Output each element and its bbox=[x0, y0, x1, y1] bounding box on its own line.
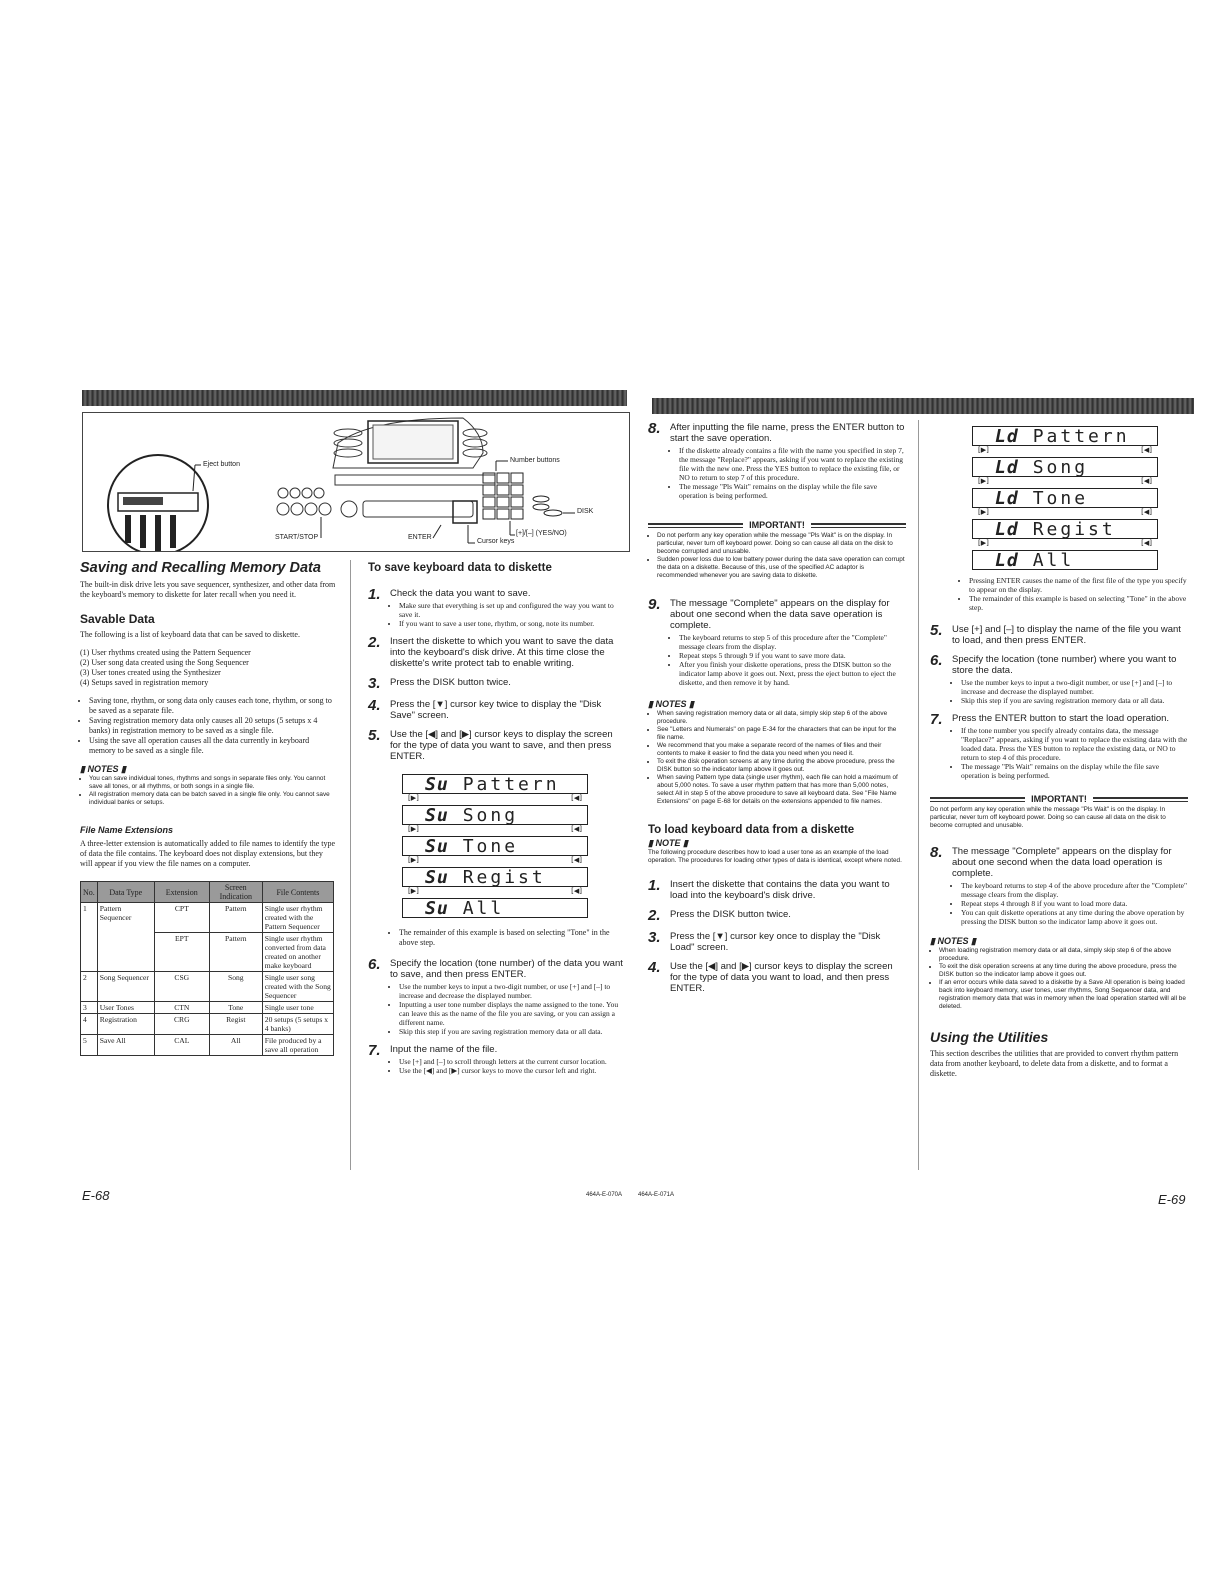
important-heading bbox=[930, 794, 1188, 804]
list-item: • Use [+] and [–] to scroll through letters at the current cursor location. bbox=[399, 1057, 607, 1066]
savable-list bbox=[80, 648, 336, 688]
step-text: Check the data you want to save. bbox=[390, 588, 531, 599]
list-item: • When saving registration memory data or all data, simply skip step 6 of the above procedure. bbox=[657, 710, 906, 726]
table-cell: CSG bbox=[154, 972, 209, 1002]
code-left: 464A-E-070A bbox=[586, 1192, 623, 1198]
divider bbox=[648, 523, 743, 528]
load-note: The following procedure describes how to load a user tone as an example of the load operation. The procedures for loading other types of data is identical, except where noted. bbox=[648, 849, 902, 864]
lcd-screen bbox=[402, 836, 588, 856]
lcd-screen bbox=[972, 519, 1158, 539]
list-item: • Inputting a user tone number displays the name assigned to the tone. You can leave this as the name of the file you are saving, or you can assign a different name. bbox=[399, 1000, 626, 1027]
list-item: • After you finish your diskette operations, press the DISK button so the indicator lamp above it goes out. Next, press the eject button to eject the diskette, and then remove it by hand. bbox=[679, 660, 906, 687]
table-cell: Pattern Sequencer bbox=[97, 903, 154, 972]
table-cell: All bbox=[209, 1035, 262, 1056]
yesno-label: [+]/[–] (YES/NO) bbox=[516, 530, 567, 537]
lcd-prefix: Su bbox=[425, 773, 449, 795]
lcd-screen bbox=[972, 457, 1158, 477]
step-bullets bbox=[670, 633, 906, 687]
table-cell: File produced by a save all operation bbox=[262, 1035, 333, 1056]
column-divider bbox=[918, 420, 919, 1170]
notes-heading: ▮ NOTES ▮ bbox=[930, 936, 976, 946]
load-step-2 bbox=[648, 909, 906, 923]
table-cell: 1 bbox=[81, 903, 98, 972]
lcd-screen bbox=[402, 774, 588, 794]
step-text: Insert the diskette that contains the data you want to load into the keyboard's disk drive. bbox=[670, 879, 890, 901]
cursor-row bbox=[972, 446, 1158, 457]
important-heading bbox=[648, 520, 906, 530]
step-number: 3. bbox=[648, 929, 661, 946]
keyboard-diagram bbox=[82, 412, 630, 552]
step-text: Press the [▼] cursor key twice to display the "Disk Save" screen. bbox=[390, 699, 602, 721]
save-steps bbox=[368, 588, 626, 762]
step-number: 5. bbox=[368, 727, 381, 744]
step-text: The message "Complete" appears on the display for about one second when the data save operation is complete. bbox=[670, 598, 890, 631]
table-cell: Tone bbox=[209, 1002, 262, 1014]
right-header-band bbox=[652, 398, 1194, 414]
page-number-right: E-69 bbox=[1158, 1192, 1186, 1207]
list-item: (2) User song data created using the Song Sequencer bbox=[80, 658, 249, 667]
important-list bbox=[648, 532, 906, 580]
step-text: Input the name of the file. bbox=[390, 1044, 498, 1055]
cursor-left-key: [◀] bbox=[571, 794, 582, 802]
step-number: 4. bbox=[368, 697, 381, 714]
load-step-7 bbox=[930, 713, 1188, 780]
cursor-row bbox=[402, 887, 588, 898]
table-cell: 20 setups (5 setups x 4 banks) bbox=[262, 1014, 333, 1035]
enter-label: ENTER bbox=[408, 534, 432, 541]
list-item: • See "Letters and Numerals" on page E-34 for the characters that can be input for the file name. bbox=[657, 726, 906, 742]
notes-heading-text: NOTES bbox=[937, 936, 969, 946]
step-text-block bbox=[670, 598, 906, 687]
load-step-6 bbox=[930, 654, 1188, 705]
table-cell: CPT bbox=[154, 903, 209, 933]
step-text: Use [+] and [–] to display the name of the file you want to load, and then press ENTER. bbox=[952, 624, 1181, 646]
table-cell: Single user rhythm created with the Pattern Sequencer bbox=[262, 903, 333, 933]
list-item: • The message "Pls Wait" remains on the display while the file save operation is being performed. bbox=[961, 762, 1188, 780]
step-number: 3. bbox=[368, 675, 381, 692]
lcd-prefix: Ld bbox=[995, 487, 1019, 509]
table-cell: Pattern bbox=[209, 903, 262, 933]
important-label: IMPORTANT! bbox=[749, 520, 805, 530]
step-3 bbox=[368, 677, 626, 691]
list-item: • When loading registration memory data or all data, simply skip step 6 of the above procedure. bbox=[939, 947, 1188, 963]
lcd-screen bbox=[972, 426, 1158, 446]
list-item: (3) User tones created using the Synthesizer bbox=[80, 668, 221, 677]
step-text-block bbox=[390, 588, 626, 628]
table-cell: 2 bbox=[81, 972, 98, 1002]
ext-text: A three-letter extension is automatically added to file names to identify the type of data the file contains. The keyboard does not display extensions, but they will appear if you view the file names on a computer. bbox=[80, 839, 336, 868]
utilities-heading: Using the Utilities bbox=[930, 1029, 1049, 1045]
list-item: • You can save individual tones, rhythms and songs in separate files only. You cannot save all tones, or all rhythms, or both songs in a single file. bbox=[89, 775, 336, 791]
note-heading-text: NOTE bbox=[655, 838, 681, 848]
load-step-8 bbox=[930, 846, 1188, 926]
step-text: Press the DISK button twice. bbox=[670, 909, 791, 920]
step-text-block bbox=[390, 958, 626, 1036]
table-cell: Single user song created with the Song Sequencer bbox=[262, 972, 333, 1002]
table-cell: 4 bbox=[81, 1014, 98, 1035]
table-cell: 3 bbox=[81, 1002, 98, 1014]
cursor-left-key: [◀] bbox=[1141, 446, 1152, 454]
step-number: 6. bbox=[930, 652, 943, 669]
step-2 bbox=[368, 636, 626, 669]
step-5 bbox=[368, 729, 626, 762]
step-text: Press the ENTER button to start the load operation. bbox=[952, 713, 1170, 724]
notes-heading: ▮ NOTES ▮ bbox=[648, 699, 694, 709]
step-bullets bbox=[390, 601, 626, 628]
list-item: • Use the [◀] and [▶] cursor keys to move the cursor left and right. bbox=[399, 1066, 607, 1075]
load-step-3 bbox=[648, 931, 906, 953]
lcd-prefix: Su bbox=[425, 897, 449, 919]
table-header-row bbox=[81, 882, 334, 903]
lcd-prefix: Su bbox=[425, 866, 449, 888]
step-text: Press the [▼] cursor key once to display the "Disk Load" screen. bbox=[670, 931, 881, 953]
step-number: 4. bbox=[648, 959, 661, 976]
list-item: • The remainder of this example is based on selecting "Tone" in the above step. bbox=[969, 594, 1188, 612]
step-bullets bbox=[670, 446, 906, 500]
important-label: IMPORTANT! bbox=[1031, 794, 1087, 804]
cursor-right-key: [▶] bbox=[408, 887, 419, 895]
save-heading: To save keyboard data to diskette bbox=[368, 562, 552, 574]
lcd-screen bbox=[402, 898, 588, 918]
list-item: • Pressing ENTER causes the name of the first file of the type you specify to appear on the display. bbox=[969, 576, 1188, 594]
list-item: • All registration memory data can be batch saved in a single file only. You cannot save individual banks or setups. bbox=[89, 791, 336, 807]
table-cell: EPT bbox=[154, 933, 209, 972]
list-item: • If the diskette already contains a file with the name you specified in step 7, the message "Replace?" appears, asking if you want to replace the existing file with the new one. Press the YES button to replace the existing file, or NO to return to step 7 of this procedure. bbox=[679, 446, 906, 482]
cursor-left-key: [◀] bbox=[1141, 477, 1152, 485]
table-cell: Song Sequencer bbox=[97, 972, 154, 1002]
lcd-screen bbox=[972, 488, 1158, 508]
list-item: • Use the number keys to input a two-digit number, or use [+] and [–] to increase and decrease the displayed number. bbox=[961, 678, 1188, 696]
step-text-block bbox=[952, 846, 1188, 926]
divider bbox=[930, 797, 1025, 802]
page-title: Saving and Recalling Memory Data bbox=[80, 560, 321, 576]
cursor-row bbox=[972, 539, 1158, 550]
list-item: • Saving tone, rhythm, or song data only causes each tone, rhythm, or song to be saved as a separate file. bbox=[89, 696, 336, 716]
list-item: • To exit the disk operation screens at any time during the above procedure, press the DISK button so the indicator lamp above it goes out. bbox=[657, 758, 906, 774]
cursor-right-key: [▶] bbox=[408, 856, 419, 864]
step-1 bbox=[368, 588, 626, 628]
notes-heading-text: NOTES bbox=[87, 764, 119, 774]
eject-label: Eject button bbox=[203, 461, 240, 468]
list-item: • Make sure that everything is set up and configured the way you want to save it. bbox=[399, 601, 626, 619]
column-header: Data Type bbox=[97, 882, 154, 903]
cursor-right-key: [▶] bbox=[978, 539, 989, 547]
table-row bbox=[81, 1035, 334, 1056]
list-item: (1) User rhythms created using the Pattern Sequencer bbox=[80, 648, 251, 657]
lcd-text: Tone bbox=[1032, 487, 1089, 509]
step-text: After inputting the file name, press the ENTER button to start the save operation. bbox=[670, 422, 905, 444]
list-item: • If the tone number you specify already contains data, the message "Replace?" appears, asking if you want to replace the existing data with the loaded data. Press the YES button to replace the existing data, or NO to return to step 4 of this procedure. bbox=[961, 726, 1188, 762]
lcd-text: Song bbox=[462, 804, 519, 826]
load-step-5 bbox=[930, 624, 1188, 646]
notes-heading: ▮ NOTES ▮ bbox=[80, 764, 126, 774]
save-lcd-screens bbox=[402, 774, 588, 918]
list-item: • The remainder of this example is based on selecting "Tone" in the above step. bbox=[399, 928, 626, 948]
step-number: 1. bbox=[648, 877, 661, 894]
table-cell: Registration bbox=[97, 1014, 154, 1035]
lcd-text: All bbox=[462, 897, 505, 919]
step-number: 1. bbox=[368, 586, 381, 603]
lcd-prefix: Ld bbox=[995, 518, 1019, 540]
step-8 bbox=[648, 422, 906, 500]
table-cell: Regist bbox=[209, 1014, 262, 1035]
notes-list bbox=[930, 947, 1188, 1011]
table-row bbox=[81, 1014, 334, 1035]
table-cell: CTN bbox=[154, 1002, 209, 1014]
list-item: • Repeat steps 5 through 9 if you want to save more data. bbox=[679, 651, 906, 660]
left-header-band bbox=[82, 390, 627, 406]
step-number: 5. bbox=[930, 622, 943, 639]
table-cell: User Tones bbox=[97, 1002, 154, 1014]
lcd-text: Pattern bbox=[462, 773, 560, 795]
cursor-left-key: [◀] bbox=[571, 856, 582, 864]
step-number: 2. bbox=[648, 907, 661, 924]
list-item: • Skip this step if you are saving registration memory data or all data. bbox=[399, 1027, 626, 1036]
table-cell: CAL bbox=[154, 1035, 209, 1056]
left-column bbox=[80, 560, 336, 1056]
disk-label: DISK bbox=[577, 508, 594, 515]
step-text-block bbox=[952, 713, 1188, 780]
step-number: 8. bbox=[930, 844, 943, 861]
notes-list bbox=[80, 775, 336, 807]
table-cell: 5 bbox=[81, 1035, 98, 1056]
table-row bbox=[81, 903, 334, 933]
column-header: Screen Indication bbox=[209, 882, 262, 903]
number-label: Number buttons bbox=[510, 457, 560, 464]
cursor-row bbox=[402, 856, 588, 867]
cursor-label: Cursor keys bbox=[477, 538, 515, 545]
step-number: 8. bbox=[648, 420, 661, 437]
step-bullets bbox=[390, 1057, 607, 1075]
column-divider bbox=[350, 560, 351, 1170]
step-number: 6. bbox=[368, 956, 381, 973]
save-steps-2 bbox=[368, 958, 626, 1075]
step-number: 7. bbox=[930, 711, 943, 728]
step-text-block bbox=[952, 654, 1188, 705]
file-table bbox=[80, 881, 334, 1056]
lcd-text: Regist bbox=[1032, 518, 1116, 540]
column-header: No. bbox=[81, 882, 98, 903]
step-text: Specify the location (tone number) of the data you want to save, and then press ENTER. bbox=[390, 958, 623, 980]
cursor-right-key: [▶] bbox=[408, 825, 419, 833]
lcd-prefix: Ld bbox=[995, 425, 1019, 447]
list-item: • Repeat steps 4 through 8 if you want to load more data. bbox=[961, 899, 1188, 908]
step-text: Use the [◀] and [▶] cursor keys to display the screen for the type of data you want to save, and then press ENTER. bbox=[390, 729, 613, 762]
lcd-text: Pattern bbox=[1032, 425, 1130, 447]
table-cell: Pattern bbox=[209, 933, 262, 972]
load-step-1 bbox=[648, 879, 906, 901]
lcd-prefix: Su bbox=[425, 835, 449, 857]
ext-heading: File Name Extensions bbox=[80, 825, 174, 835]
list-item: • Using the save all operation causes all the data currently in keyboard memory to be saved as a single file. bbox=[89, 736, 336, 756]
step-bullets bbox=[952, 726, 1188, 780]
lcd-prefix: Ld bbox=[995, 456, 1019, 478]
savable-bullets bbox=[80, 696, 336, 756]
list-item: • Saving registration memory data only causes all 20 setups (5 setups x 4 banks) in registration memory to be saved as a single file. bbox=[89, 716, 336, 736]
cursor-right-key: [▶] bbox=[978, 508, 989, 516]
step-text: Insert the diskette to which you want to save the data into the keyboard's disk drive. At this time close the diskette's write protect tab to enable writing. bbox=[390, 636, 614, 669]
lcd-bullets bbox=[960, 576, 1188, 612]
step-bullets bbox=[952, 881, 1188, 926]
cursor-left-key: [◀] bbox=[1141, 508, 1152, 516]
step-7 bbox=[368, 1044, 626, 1075]
divider bbox=[1093, 797, 1188, 802]
load-step-4 bbox=[648, 961, 906, 994]
lcd-text: Song bbox=[1032, 456, 1089, 478]
step-text: The message "Complete" appears on the display for about one second when the data load operation is complete. bbox=[952, 846, 1172, 879]
lcd-text: Tone bbox=[462, 835, 519, 857]
lcd-screen bbox=[402, 867, 588, 887]
cursor-row bbox=[402, 825, 588, 836]
table-cell: Single user tone bbox=[262, 1002, 333, 1014]
code-right: 464A-E-071A bbox=[638, 1192, 675, 1198]
cursor-left-key: [◀] bbox=[571, 825, 582, 833]
lcd-screen bbox=[402, 805, 588, 825]
column-header: Extension bbox=[154, 882, 209, 903]
list-item: • We recommend that you make a separate record of the names of files and their contents to make it easier to find the data you need when you need it. bbox=[657, 742, 906, 758]
list-item: • Use the number keys to input a two-digit number, or use [+] and [–] to increase and decrease the displayed number. bbox=[399, 982, 626, 1000]
list-item: • The message "Pls Wait" remains on the display while the file save operation is being performed. bbox=[679, 482, 906, 500]
step-number: 7. bbox=[368, 1042, 381, 1059]
list-item: • The keyboard returns to step 4 of the above procedure after the "Complete" message clears from the display. bbox=[961, 881, 1188, 899]
list-item: • Sudden power loss due to low battery power during the data save operation can corrupt the data on a diskette. Because of this, use of the specified AC adaptor is recommended whenever you are saving data to diskette. bbox=[657, 556, 906, 580]
cursor-right-key: [▶] bbox=[978, 446, 989, 454]
list-item: • If you want to save a user tone, rhythm, or song, note its number. bbox=[399, 619, 626, 628]
notes-heading-text: NOTES bbox=[655, 699, 687, 709]
utilities-text: This section describes the utilities that are provided to convert rhythm pattern data from another keyboard, to delete data from a diskette, and to format a diskette. bbox=[930, 1049, 1179, 1078]
divider bbox=[811, 523, 906, 528]
note-heading: ▮ NOTE ▮ bbox=[648, 838, 688, 848]
table-cell: Save All bbox=[97, 1035, 154, 1056]
cursor-right-key: [▶] bbox=[408, 794, 419, 802]
step-4 bbox=[368, 699, 626, 721]
load-lcd-screens bbox=[972, 426, 1158, 570]
right-middle-column bbox=[648, 422, 906, 994]
step-6 bbox=[368, 958, 626, 1036]
step-9 bbox=[648, 598, 906, 687]
load-heading: To load keyboard data from a diskette bbox=[648, 824, 855, 836]
step-text: Use the [◀] and [▶] cursor keys to display the screen for the type of data you want to load, and then press ENTER. bbox=[670, 961, 893, 994]
lcd-note bbox=[390, 928, 626, 948]
page-number-left: E-68 bbox=[82, 1188, 110, 1203]
important-text: Do not perform any key operation while the message "Pls Wait" is on the display. In particular, never turn off keyboard power. Doing so can cause all data on the disk to become corrupted and unusable. bbox=[930, 806, 1166, 829]
load-steps bbox=[648, 879, 906, 994]
step-bullets bbox=[952, 678, 1188, 705]
cursor-row bbox=[402, 794, 588, 805]
list-item: • To exit the disk operation screens at any time during the above procedure, press the DISK button so the indicator lamp above it goes out. bbox=[939, 963, 1188, 979]
savable-heading: Savable Data bbox=[80, 612, 155, 626]
step-text-block bbox=[390, 1044, 607, 1075]
table-cell: CRG bbox=[154, 1014, 209, 1035]
lcd-text: Regist bbox=[462, 866, 546, 888]
table-cell: Song bbox=[209, 972, 262, 1002]
right-column bbox=[930, 426, 1188, 1079]
cursor-row bbox=[972, 477, 1158, 488]
list-item: • Do not perform any key operation while the message "Pls Wait" is on the display. In particular, never turn off keyboard power. Doing so can cause all data on the disk to become corrupted and unusable. bbox=[657, 532, 906, 556]
step-number: 2. bbox=[368, 634, 381, 651]
list-item: • If an error occurs while data saved to a diskette by a Save All operation is being loaded back into keyboard memory, user tones, user rhythms, Song Sequencer data, and registration memory data that was in memory when the load operation started will all be deleted. bbox=[939, 979, 1188, 1011]
list-item: • When saving Pattern type data (single user rhythm), each file can hold a maximum of about 5,000 notes. To save a user rhythm pattern that has more than 5,000 notes, select All in step 5 of the above procedure to save all keyboard data. See "File Name Extensions" on page E-68 for details on the extensions appended to file names. bbox=[657, 774, 906, 806]
step-number: 9. bbox=[648, 596, 661, 613]
notes-list bbox=[648, 710, 906, 806]
cursor-right-key: [▶] bbox=[978, 477, 989, 485]
table-row bbox=[81, 972, 334, 1002]
intro-text: The built-in disk drive lets you save sequencer, synthesizer, and other data from the keyboard's memory to diskette for later recall when you need it. bbox=[80, 580, 336, 599]
savable-intro: The following is a list of keyboard data that can be saved to diskette. bbox=[80, 630, 300, 639]
lcd-prefix: Ld bbox=[995, 549, 1019, 571]
table-row bbox=[81, 1002, 334, 1014]
cursor-left-key: [◀] bbox=[1141, 539, 1152, 547]
list-item: • You can quit diskette operations at any time during the above operation by pressing the DISK button so the indicator lamp above it goes out. bbox=[961, 908, 1188, 926]
load-steps-2 bbox=[930, 624, 1188, 780]
list-item: • Skip this step if you are saving registration memory data or all data. bbox=[961, 696, 1188, 705]
column-header: File Contents bbox=[262, 882, 333, 903]
step-text: Specify the location (tone number) where you want to store the data. bbox=[952, 654, 1177, 676]
cursor-left-key: [◀] bbox=[571, 887, 582, 895]
lcd-text: All bbox=[1032, 549, 1075, 571]
step-text: Press the DISK button twice. bbox=[390, 677, 511, 688]
table-cell: Single user rhythm converted from data created on another make keyboard bbox=[262, 933, 333, 972]
list-item: (4) Setups saved in registration memory bbox=[80, 678, 209, 687]
step-text-block bbox=[670, 422, 906, 500]
lcd-screen bbox=[972, 550, 1158, 570]
cursor-row bbox=[972, 508, 1158, 519]
save-column bbox=[368, 562, 626, 1075]
startstop-label: START/STOP bbox=[275, 534, 319, 541]
lcd-prefix: Su bbox=[425, 804, 449, 826]
list-item: • The keyboard returns to step 5 of this procedure after the "Complete" message clears from the display. bbox=[679, 633, 906, 651]
step-bullets bbox=[390, 982, 626, 1036]
